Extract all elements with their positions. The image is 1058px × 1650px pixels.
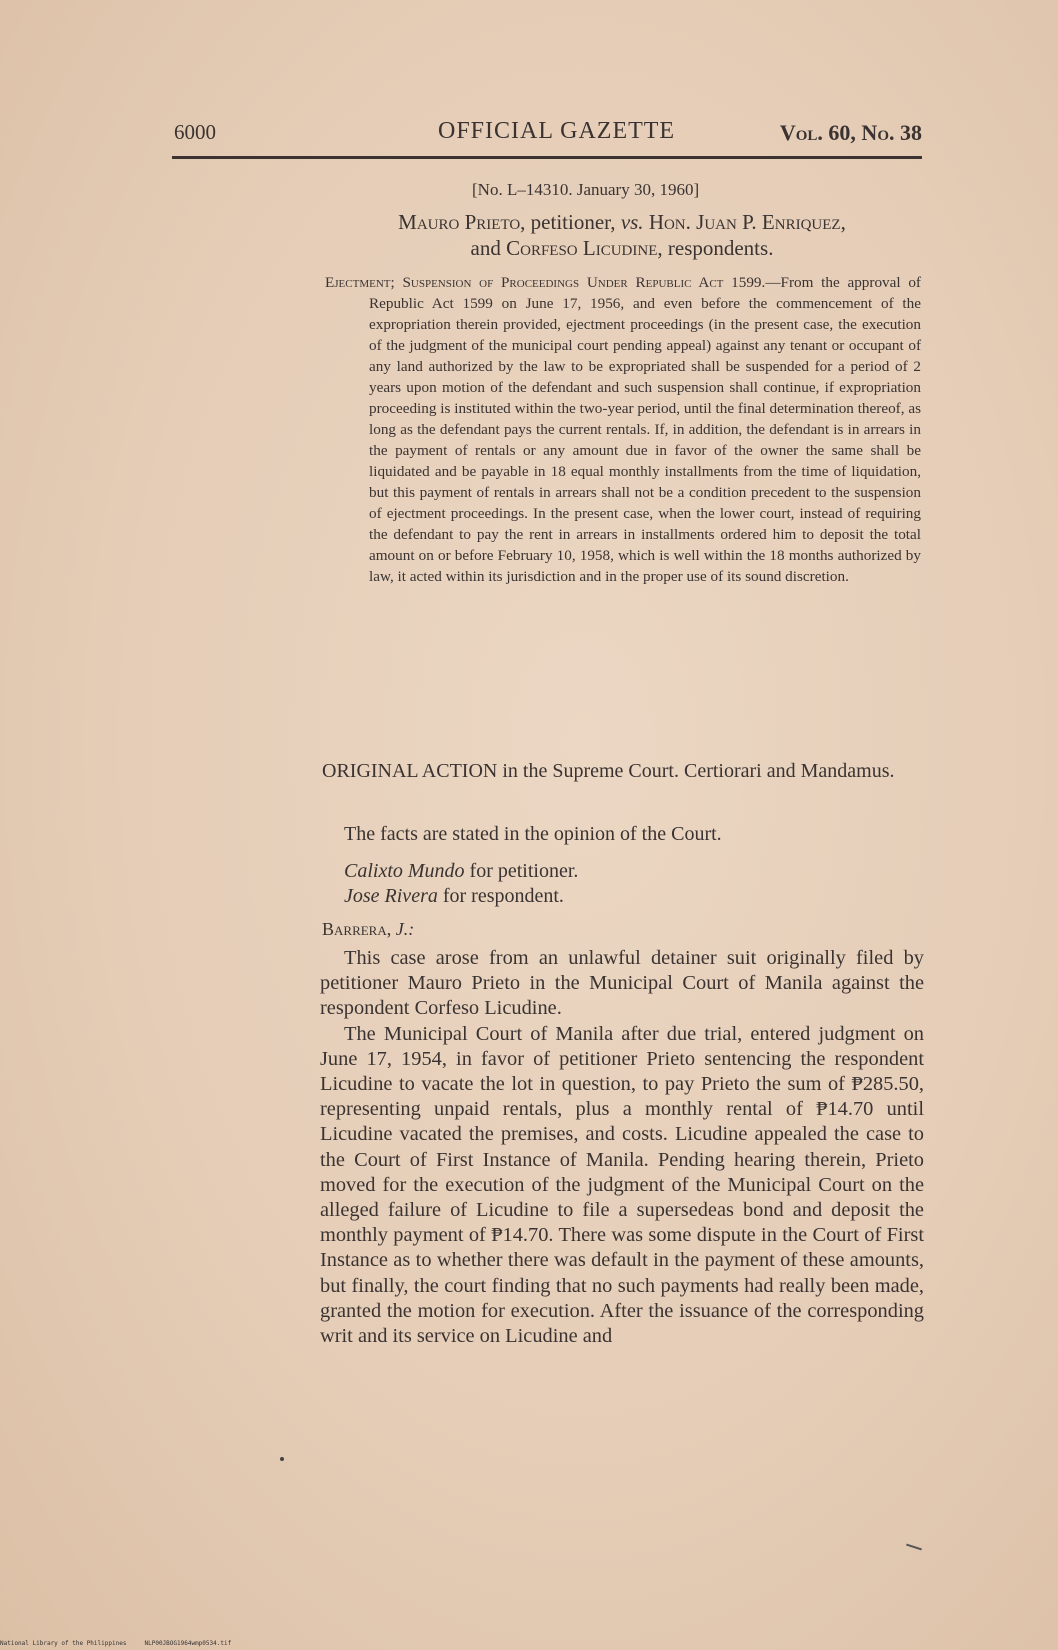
petitioner-role: , petitioner, [520, 210, 621, 234]
counsel-list [344, 859, 944, 909]
syllabus-text: 1599.—From the approval of Republic Act 1599 on June 17, 1956, and even before the commencement of the expropriation therein provided, ejectment proceedings (in the present case, the execution of the judgment of the municipal court pending appeal) against any tenant or occupant of any land authorized by the law to be expropriated shall be suspended for a period of 2 years upon motion of the defendant and such suspension shall continue, if expropriation proceeding is instituted within the two-year period, until the final determination thereof, as long as the defendant pays the current rentals. If, in addition, the defendant is in arrears in the payment of rentals or any amount due in favor of the owner the same shall be liquidated and be payable in 18 equal monthly installments from the time of liquidation, but this payment of rentals in arrears shall not be a condition precedent to the suspension of ejectment proceedings. In the present case, when the lower court, instead of requiring the defendant to pay the rent in arrears in installments ordered him to deposit the total amount on or before February 10, 1958, which is well within the 18 months authorized by law, it acted within its jurisdiction and in the proper use of its sound discretion. [369, 274, 921, 585]
parties-and: and [470, 236, 507, 260]
respondents-role: , respondents. [657, 236, 774, 260]
respondent-2-name: Corfeso Licudine [506, 236, 658, 260]
facts-statement: The facts are stated in the opinion of the Court. [344, 823, 722, 845]
volume-number: Vol. 60, No. 38 [779, 120, 922, 145]
paper-mark [906, 1544, 922, 1551]
petitioner-name: Mauro Prieto [398, 210, 521, 234]
page-number: 6000 [174, 120, 216, 144]
judge-suffix: , [386, 919, 396, 939]
counsel-respondent-label: for respondent. [437, 885, 564, 907]
counsel-petitioner-label: for petitioner. [464, 860, 579, 882]
opinion-paragraph-1: This case arose from an unlawful detainer suit originally filed by petitioner Mauro Prieto in the Municipal Court of Manila against the respondent Corfeso Licudine. [320, 947, 924, 1020]
judge-name: Barrera [322, 919, 387, 939]
page-header [174, 116, 922, 146]
counsel-respondent [344, 884, 944, 909]
case-number-date: [No. L–14310. January 30, 1960] [472, 180, 700, 199]
counsel-petitioner [344, 859, 944, 884]
scan-footer: National Library of the Philippines NLP00JBOG1964wmp0534.tif [0, 1640, 232, 1647]
publication-title: OFFICIAL GAZETTE [438, 118, 676, 144]
ponente [322, 917, 922, 942]
syllabus-topic: Ejectment; Suspension of Proceedings Under Republic Act [325, 274, 724, 291]
case-parties [322, 209, 922, 261]
judge-title: J.: [395, 919, 415, 939]
counsel-petitioner-name: Calixto Mundo [344, 860, 465, 882]
counsel-respondent-name: Jose Rivera [344, 885, 438, 907]
respondent-1-name: Hon. Juan P. Enriquez [648, 210, 841, 234]
header-rule [172, 156, 922, 159]
syllabus-headnote [325, 272, 921, 587]
versus: vs. [620, 210, 644, 234]
original-action: ORIGINAL ACTION in the Supreme Court. Certiorari and Mandamus. [322, 760, 895, 782]
opinion-body [320, 946, 924, 1349]
parties-connector: , [840, 210, 846, 234]
opinion-paragraph-2: The Municipal Court of Manila after due trial, entered judgment on June 17, 1954, in favor of petitioner Prieto sentencing the respondent Licudine to vacate the lot in question, to pay Prieto the sum of ₱285.50, representing unpaid rentals, plus a monthly rental of ₱14.70 until Licudine vacated the premises, and costs. Licudine appealed the case to the Court of First Instance of Manila. Pending hearing therein, Prieto moved for the execution of the judgment of the Municipal Court on the alleged failure of Licudine to file a supersedeas bond and deposit the monthly payment of ₱14.70. There was some dispute in the Court of First Instance as to whether there was default in the payment of these amounts, but finally, the court finding that no such payments had really been made, granted the motion for execution. After the issuance of the corresponding writ and its service on Licudine and [320, 1022, 924, 1348]
paper-speck [280, 1457, 284, 1461]
